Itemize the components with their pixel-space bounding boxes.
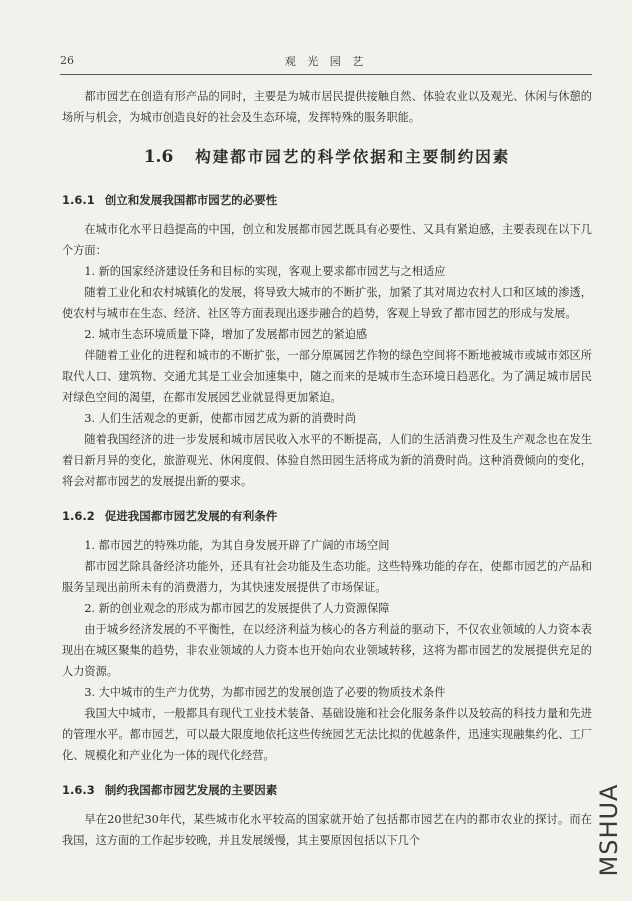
- page-header: [60, 52, 592, 75]
- paragraph: 由于城乡经济发展的不平衡性，在以经济利益为核心的各方利益的驱动下，不仅农业领域的人力资本表现出在城区聚集的趋势，非农业领域的人力资本也开始向农业领域转移，这将为都市园艺的发展提供充足的人力资源。: [62, 623, 592, 678]
- item-heading: 1. 新的国家经济建设任务和目标的实现，客观上要求都市园艺与之相适应: [84, 265, 446, 278]
- item-heading: 1. 都市园艺的特殊功能，为其自身发展开辟了广阔的市场空间: [84, 539, 390, 552]
- paragraph: 随着我国经济的进一步发展和城市居民收入水平的不断提高，人们的生活消费习性及生产观念也在发生着日新月异的变化，旅游观光、休闲度假、体验自然田园生活将成为新的消费时尚。这种消费倾向的变化，将会对都市园艺的发展提出新的要求。: [62, 433, 592, 488]
- chapter-number: 1.6: [143, 147, 174, 167]
- section-heading-1-6-3: [62, 780, 592, 801]
- section-number: 1.6.2: [62, 509, 95, 523]
- item-heading: 3. 大中城市的生产力优势，为都市园艺的发展创造了必要的物质技术条件: [84, 686, 446, 699]
- paragraph: 都市园艺除具备经济功能外，还具有社会功能及生态功能。这些特殊功能的存在，使都市园艺的产品和服务呈现出前所未有的消费潜力，为其快速发展提供了市场保证。: [62, 560, 592, 594]
- paragraph: 我国大中城市，一般都具有现代工业技术装备、基础设施和社会化服务条件以及较高的科技力量和先进的管理水平。都市园艺，可以最大限度地依托这些传统园艺无法比拟的优越条件，迅速实现融集约化、工厂化、规模化和产业化为一体的现代化经营。: [62, 707, 592, 762]
- paragraph: 在城市化水平日趋提高的中国，创立和发展都市园艺既具有必要性、又具有紧迫感，主要表现在以下几个方面：: [62, 223, 592, 257]
- running-title: 观 光 园 艺: [284, 55, 368, 68]
- page-body: [62, 86, 592, 851]
- section-title: 制约我国都市园艺发展的主要因素: [104, 783, 278, 797]
- section-number: 1.6.3: [62, 783, 95, 797]
- paragraph: 早在20世纪30年代，某些城市化水平较高的国家就开始了包括都市园艺在内的都市农业的探讨。而在我国，这方面的工作起步较晚，并且发展缓慢，其主要原因包括以下几个: [62, 813, 592, 847]
- section-heading-1-6-2: [62, 506, 592, 527]
- paragraph: 伴随着工业化的进程和城市的不断扩张，一部分原属园艺作物的绿色空间将不断地被城市或城市郊区所取代人口、建筑物、交通尤其是工业会加速集中，随之而来的是城市生态环境日趋恶化。为了满足城市居民对绿色空间的渴望，在都市发展园艺业就显得更加紧迫。: [62, 349, 592, 404]
- section-heading-1-6-1: [62, 190, 592, 211]
- item-heading: 2. 新的创业观念的形成为都市园艺的发展提供了人力资源保障: [84, 602, 390, 615]
- section-number: 1.6.1: [62, 193, 95, 207]
- watermark-text: MSHUA: [595, 783, 623, 877]
- watermark: [594, 770, 624, 890]
- intro-paragraph: 都市园艺在创造有形产品的同时，主要是为城市居民提供接触自然、体验农业以及观光、休闲与休憩的场所与机会，为城市创造良好的社会及生态环境，发挥特殊的服务职能。: [62, 90, 592, 124]
- item-heading: 3. 人们生活观念的更新，使都市园艺成为新的消费时尚: [84, 412, 356, 425]
- section-title: 创立和发展我国都市园艺的必要性: [104, 193, 278, 207]
- chapter-title: 构建都市园艺的科学依据和主要制约因素: [195, 147, 511, 166]
- page-number: 26: [60, 54, 74, 67]
- section-title: 促进我国都市园艺发展的有利条件: [104, 509, 278, 523]
- chapter-heading: [62, 146, 592, 168]
- paragraph: 随着工业化和农村城镇化的发展，将导致大城市的不断扩张，加紧了其对周边农村人口和区域的渗透，使农村与城市在生态、经济、社区等方面表现出逐步融合的趋势，客观上导致了都市园艺的形成与发展。: [62, 286, 592, 320]
- item-heading: 2. 城市生态环境质量下降，增加了发展都市园艺的紧迫感: [84, 328, 368, 341]
